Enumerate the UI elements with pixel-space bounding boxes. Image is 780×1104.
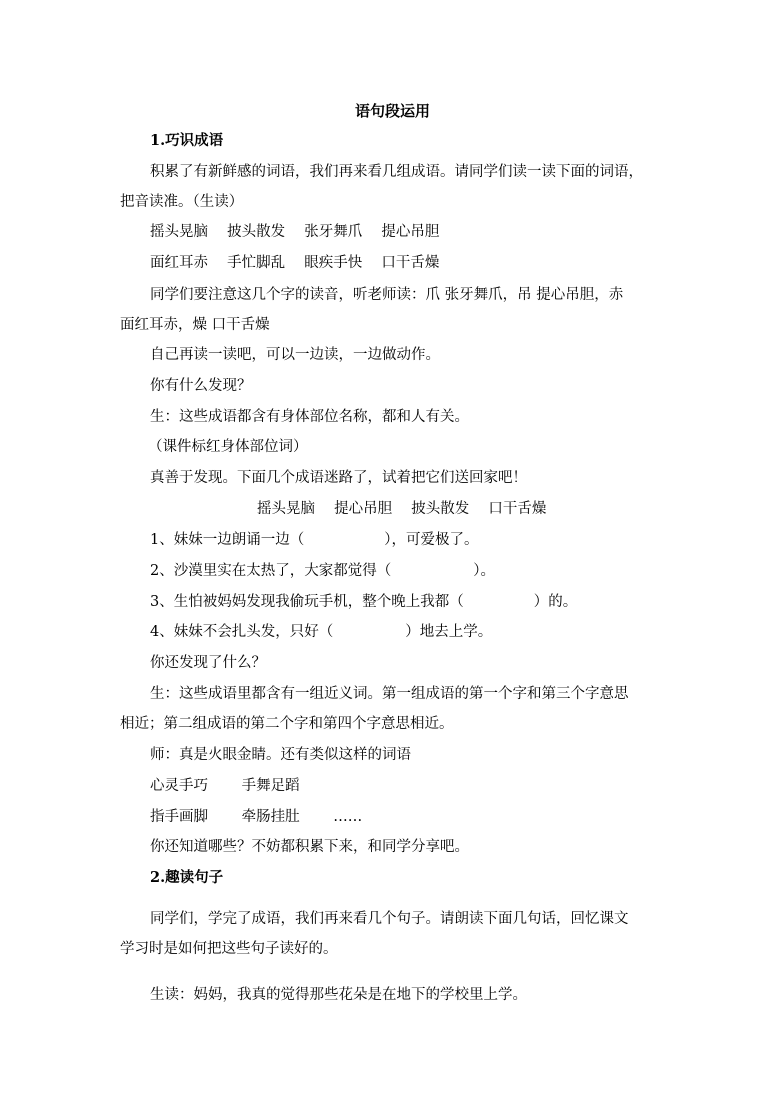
teacher-remark: 师：真是火眼金睛。还有类似这样的词语: [150, 747, 411, 763]
answer-more-line2: 相近；第二组成语的第二个字和第四个字意思相近。: [120, 716, 454, 732]
section1-heading: 1.巧识成语: [150, 132, 224, 149]
section2-heading: 2.趣读句子: [150, 869, 224, 886]
exercise-4-prefix: 4、妹妹不会扎头发，只好（: [150, 624, 334, 640]
exercise-3-prefix: 3、生怕被妈妈发现我偷玩手机，整个晚上我都（: [150, 594, 464, 610]
section2-intro-line1: 同学们，学完了成语，我们再来看几个句子。请朗读下面几句话，回忆课文: [150, 911, 629, 927]
word-bank: 摇头晃脑 提心吊胆 披头散发 口干舌燥: [257, 501, 547, 517]
exercise-1-prefix: 1、妹妹一边朗诵一边（: [150, 532, 305, 548]
answer-discovery: 生：这些成语都含有身体部位名称，都和人有关。: [150, 409, 469, 425]
exercise-4: [150, 622, 492, 642]
similar-words-row1: 心灵手巧 手舞足蹈: [150, 778, 300, 794]
answer-more-line1: 生：这些成语里都含有一组近义词。第一组成语的第一个字和第三个字意思: [150, 686, 629, 702]
exercise-4-suffix: ）地去上学。: [405, 624, 493, 640]
pronunciation-note-line2: 面红耳赤，燥 口干舌燥: [120, 317, 270, 333]
idioms-row-2: 面红耳赤 手忙脚乱 眼疾手快 口干舌燥: [150, 255, 440, 271]
praise-line: 真善于发现。下面几个成语迷路了，试着把它们送回家吧！: [150, 470, 527, 486]
section1-intro-line2: 把音读准。（生读）: [120, 194, 244, 210]
section1-intro-line1: 积累了有新鲜感的词语，我们再来看几组成语。请同学们读一读下面的词语，: [150, 164, 643, 180]
exercise-2-suffix: ）。: [473, 563, 495, 579]
courseware-note: （课件标红身体部位词）: [148, 439, 308, 455]
page-title: 语句段运用: [354, 102, 430, 120]
share-prompt: 你还知道哪些？不妨都积累下来，和同学分享吧。: [150, 839, 469, 855]
pronunciation-note-line1: 同学们要注意这几个字的读音，听老师读：爪 张牙舞爪，吊 提心吊胆，赤: [150, 287, 624, 303]
exercise-1-suffix: ），可爱极了。: [384, 532, 479, 548]
exercise-3-suffix: ）的。: [533, 594, 578, 610]
similar-words-row2: 指手画脚 牵肠挂肚 ……: [150, 809, 363, 825]
student-reading: 生读：妈妈，我真的觉得那些花朵是在地下的学校里上学。: [150, 987, 527, 1003]
reread-instruction: 自己再读一读吧，可以一边读，一边做动作。: [150, 347, 440, 363]
question-discovery: 你有什么发现？: [150, 378, 252, 394]
exercise-1: [150, 530, 478, 550]
question-more: 你还发现了什么？: [150, 655, 266, 671]
idioms-row-1: 摇头晃脑 披头散发 张牙舞爪 提心吊胆: [150, 224, 440, 240]
section2-intro-line2: 学习时是如何把这些句子读好的。: [120, 941, 338, 957]
exercise-3: [150, 592, 577, 612]
exercise-2: [150, 561, 495, 581]
exercise-2-prefix: 2、沙漠里实在太热了，大家都觉得（: [150, 563, 392, 579]
